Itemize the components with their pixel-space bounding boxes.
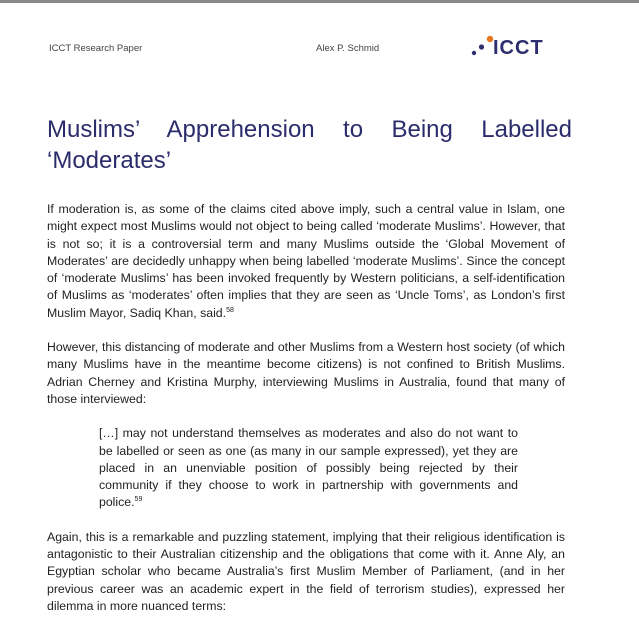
paragraph-3: Again, this is a remarkable and puzzling statement, implying that their religious identification is antagonistic to their Australian citizenship and the obligations that come with it. Anne Aly, an Egyptian scholar who became Australia’s first Muslim Member of Parliament, (and in her previous career was an academic expert in the field of terrorism studies), expressed her dilemma in more nuanced terms: — [47, 529, 565, 613]
icct-logo — [470, 26, 560, 60]
block-quote: […] may not understand themselves as moderates and also do not want to be labelled or seen as one (as many in our sample expressed), yet they are placed in an unenviable position of possibly being rejected by their community if they choose to work in partnership with governments and police.$^{59}$ — [99, 426, 518, 510]
top-border — [0, 0, 639, 3]
footnote-ref-58[interactable]: 58 — [226, 306, 234, 314]
paragraph-1: If moderation is, as some of the claims cited above imply, such a central value in Islam, one might expect most Muslims would not object to being called ‘moderate Muslims’. However, that is not so; it is a controversial term and many Muslims outside the ‘Global Movement of Moderates’ are decidedly unhappy when being labelled ‘moderate Muslims’. Since the concept of ‘moderate Muslims’ has been invoked frequently by Western politicians, a self-identification of Muslims as ‘moderates’ often implies that they are seen as ‘Uncle Toms’, as London’s first Muslim Mayor, Sadiq Khan, said.$^{58}$ — [47, 202, 565, 320]
series-label: ICCT Research Paper — [49, 43, 143, 54]
paragraph-2: However, this distancing of moderate and other Muslims from a Western host society (of which many Muslims have in the meantime become citizens) is not confined to British Muslims. Adrian Cherney and Kristina Murphy, interviewing Muslims in Australia, found that many of those interviewed: — [47, 340, 565, 406]
author-label: Alex P. Schmid — [316, 43, 380, 54]
page-header — [49, 38, 560, 62]
section-title: Muslims’ Apprehension to Being Labelled ‘Moderates’ — [47, 116, 572, 174]
body-text — [47, 201, 565, 632]
logo-text: ICCT — [493, 37, 544, 59]
footnote-ref-59[interactable]: 59 — [134, 496, 143, 504]
